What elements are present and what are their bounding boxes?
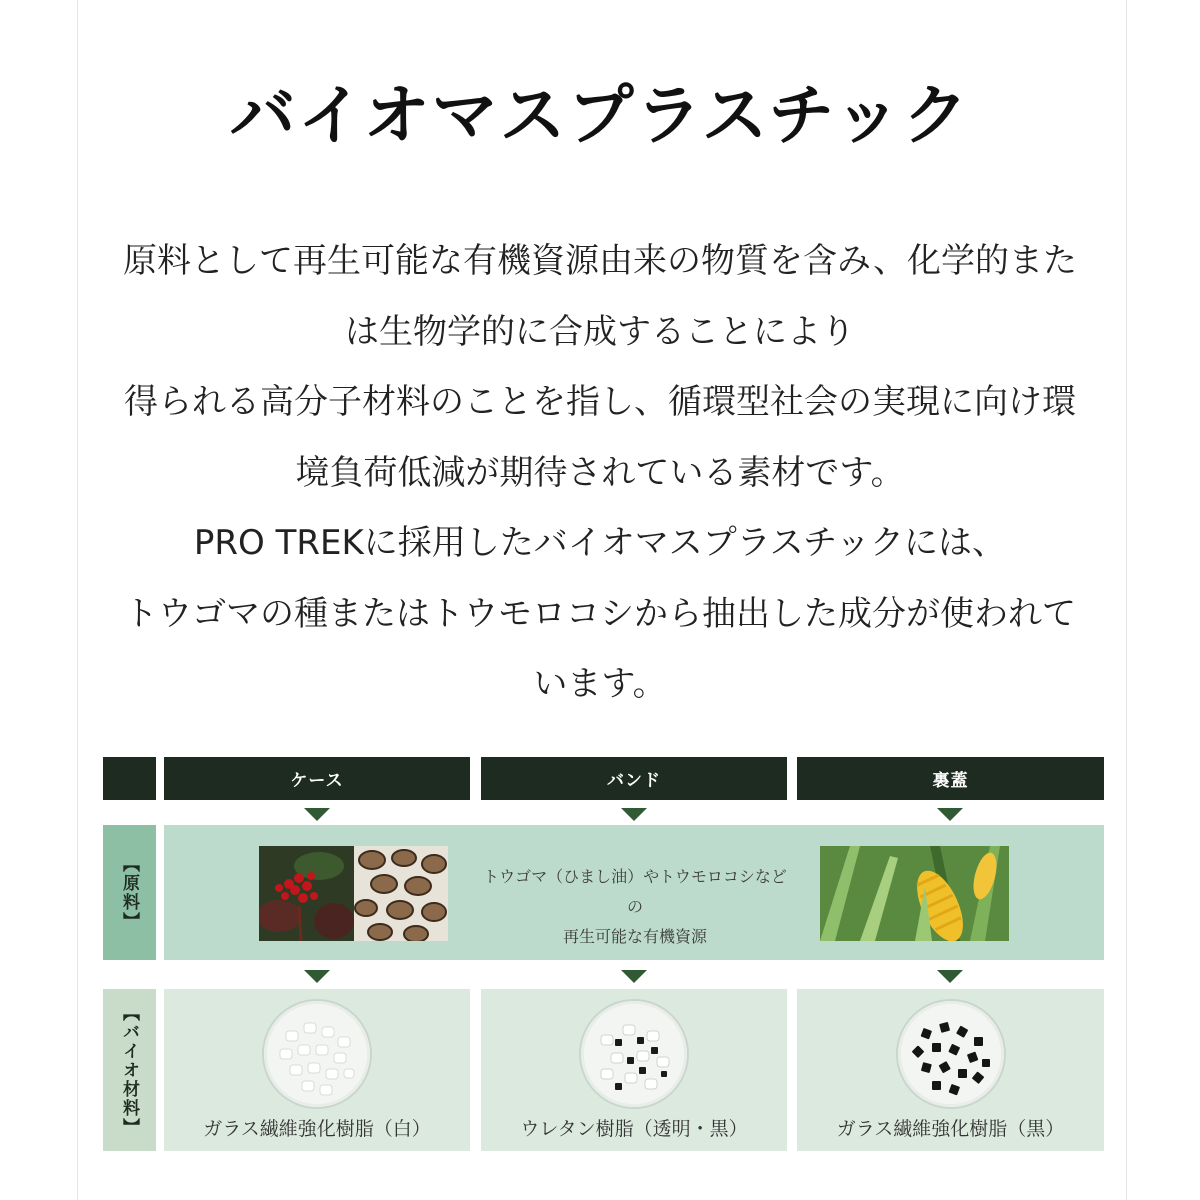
description-line: PRO TREKに採用したバイオマスプラスチックには、 [193,523,1007,563]
black-pellets-icon [898,1001,1004,1107]
description-line: います。 [533,664,667,704]
header-corner [103,757,156,800]
material-caption: ガラス繊維強化樹脂（白） [203,1118,431,1140]
castor-plant-photo [259,846,354,941]
description-line: 境負荷低減が期待されている素材です。 [295,452,905,493]
description-line: は生物学的に合成することにより [345,311,855,352]
row-label-bio-text: 【バイオ材料】 [119,1003,139,1137]
description-line: 得られる高分子材料のことを指し、循環型社会の実現に向け環 [124,382,1076,422]
material-cell-case [164,989,470,1151]
column-header-band: バンド [481,757,787,800]
row-label-raw-text: 【原料】 [119,854,139,931]
raw-material-text [480,862,790,952]
down-arrow-icon [621,970,647,983]
down-arrow-icon [937,808,963,821]
material-caption: ガラス繊維強化樹脂（黒） [836,1118,1065,1140]
description-line: 原料として再生可能な有機資源由来の物質を含み、化学的また [122,241,1078,281]
down-arrow-icon [304,808,330,821]
material-cell-band [481,989,787,1151]
row-label-raw [103,825,156,960]
description-line: トウゴマの種またはトウモロコシから抽出した成分が使われて [124,593,1076,634]
white-pellets-icon [264,1001,370,1107]
page-title: バイオマスプラスチック [229,77,971,154]
material-cell-caseback [797,989,1104,1151]
column-header-caseback: 裏蓋 [797,757,1104,800]
material-caption: ウレタン樹脂（透明・黒） [520,1118,748,1140]
row-label-bio [103,989,156,1151]
castor-seeds-photo [354,846,448,941]
raw-material-line: トウゴマ（ひまし油）やトウモロコシなどの [483,867,787,916]
down-arrow-icon [937,970,963,983]
mixed-pellets-icon [581,1001,687,1107]
raw-material-line: 再生可能な有機資源 [562,927,707,946]
down-arrow-icon [304,970,330,983]
corn-photo [820,846,1009,941]
description [0,226,1200,720]
down-arrow-icon [621,808,647,821]
column-header-case: ケース [164,757,470,800]
